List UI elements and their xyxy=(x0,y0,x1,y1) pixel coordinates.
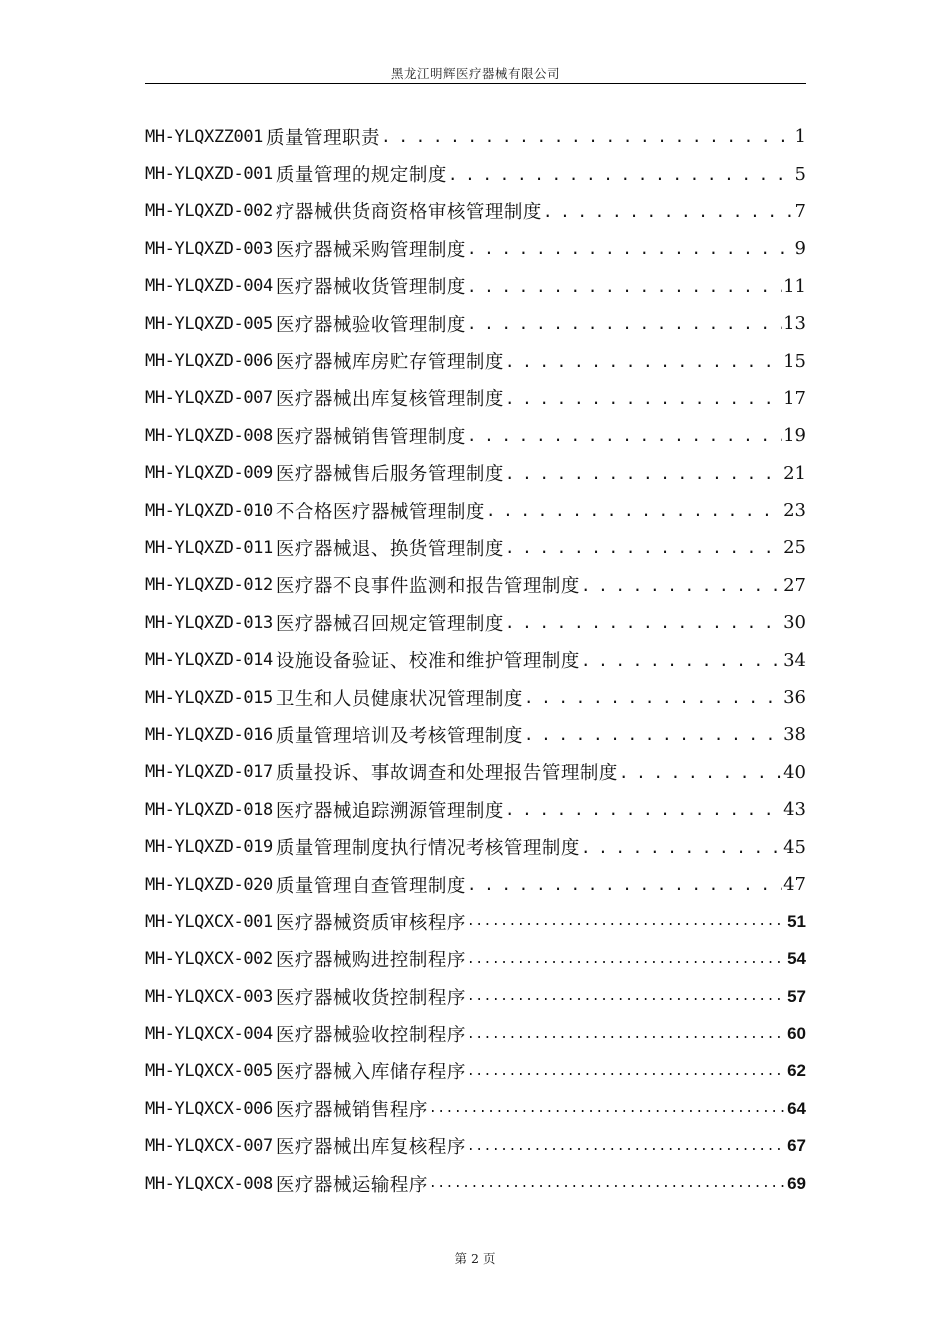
toc-entry-title: 医疗器械入库储存程序 xyxy=(275,1062,466,1084)
toc-dot-leader xyxy=(467,952,786,967)
toc-entry-title: 医疗器不良事件监测和报告管理制度 xyxy=(275,576,580,598)
toc-dot-leader xyxy=(619,763,782,782)
toc-entry[interactable] xyxy=(145,866,806,903)
toc-entry-page-number: 9 xyxy=(794,238,806,260)
page-header: 黑龙江明辉医疗器械有限公司 xyxy=(390,66,560,81)
toc-entry-code: MH-YLQXZD-006 xyxy=(145,351,273,372)
toc-entry-title: 医疗器械销售管理制度 xyxy=(275,426,466,448)
toc-entry-code: MH-YLQXZD-003 xyxy=(145,238,273,259)
toc-dot-leader xyxy=(467,914,786,929)
toc-entry[interactable] xyxy=(145,230,806,267)
toc-entry-title: 医疗器械验收管理制度 xyxy=(275,314,466,336)
toc-dot-leader xyxy=(505,352,782,371)
toc-entry-page-number: 67 xyxy=(787,1136,806,1156)
toc-dot-leader xyxy=(467,277,782,296)
toc-entry[interactable] xyxy=(145,342,806,379)
toc-dot-leader xyxy=(467,314,782,333)
toc-entry[interactable] xyxy=(145,529,806,566)
toc-entry-code: MH-YLQXZD-004 xyxy=(145,276,273,297)
toc-entry-code: MH-YLQXZD-016 xyxy=(145,724,273,745)
toc-entry[interactable] xyxy=(145,754,806,791)
toc-dot-leader xyxy=(524,688,782,707)
toc-entry[interactable] xyxy=(145,941,806,978)
toc-entry-title: 医疗器械收货管理制度 xyxy=(275,277,466,299)
toc-entry-title: 医疗器械库房贮存管理制度 xyxy=(275,352,504,374)
toc-entry[interactable] xyxy=(145,604,806,641)
toc-entry[interactable] xyxy=(145,641,806,678)
toc-entry[interactable] xyxy=(145,417,806,454)
toc-dot-leader xyxy=(467,1027,786,1042)
toc-entry-title: 质量管理自查管理制度 xyxy=(275,875,466,897)
toc-entry[interactable] xyxy=(145,679,806,716)
toc-entry-page-number: 43 xyxy=(783,799,806,821)
toc-dot-leader xyxy=(467,875,782,894)
toc-entry-code: MH-YLQXZD-008 xyxy=(145,425,273,446)
toc-entry-page-number: 36 xyxy=(783,687,806,709)
toc-entry-page-number: 62 xyxy=(787,1061,806,1081)
toc-entry-title: 不合格医疗器械管理制度 xyxy=(275,501,485,523)
toc-entry-page-number: 45 xyxy=(783,836,806,858)
toc-entry-code: MH-YLQXZD-005 xyxy=(145,313,273,334)
toc-dot-leader xyxy=(467,1139,786,1154)
toc-dot-leader xyxy=(505,613,782,632)
table-of-contents xyxy=(145,118,806,1202)
toc-entry-title: 医疗器械出库复核程序 xyxy=(275,1137,466,1159)
header-divider xyxy=(145,83,806,84)
toc-entry-code: MH-YLQXZD-001 xyxy=(145,164,273,185)
toc-entry[interactable] xyxy=(145,455,806,492)
toc-entry-title: 卫生和人员健康状况管理制度 xyxy=(275,688,523,710)
toc-dot-leader xyxy=(505,538,782,557)
toc-entry[interactable] xyxy=(145,567,806,604)
toc-entry-code: MH-YLQXZD-020 xyxy=(145,874,273,895)
toc-entry-title: 设施设备验证、校准和维护管理制度 xyxy=(275,651,580,673)
toc-entry-code: MH-YLQXZD-012 xyxy=(145,575,273,596)
toc-entry-page-number: 19 xyxy=(783,425,806,447)
toc-entry[interactable] xyxy=(145,268,806,305)
toc-entry-title: 质量管理培训及考核管理制度 xyxy=(275,725,523,747)
toc-dot-leader xyxy=(581,651,782,670)
toc-entry-page-number: 54 xyxy=(787,949,806,969)
toc-entry-title: 质量投诉、事故调查和处理报告管理制度 xyxy=(275,763,618,785)
toc-entry-page-number: 64 xyxy=(787,1098,806,1118)
toc-entry-code: MH-YLQXCX-001 xyxy=(145,911,273,932)
toc-entry[interactable] xyxy=(145,1165,806,1202)
toc-entry-title: 医疗器械购进控制程序 xyxy=(275,950,466,972)
toc-entry-title: 医疗器械售后服务管理制度 xyxy=(275,464,504,486)
toc-entry[interactable] xyxy=(145,155,806,192)
toc-entry-code: MH-YLQXCX-005 xyxy=(145,1061,273,1082)
toc-dot-leader xyxy=(381,127,794,146)
toc-entry[interactable] xyxy=(145,791,806,828)
toc-entry-code: MH-YLQXZD-018 xyxy=(145,799,273,820)
toc-entry-page-number: 40 xyxy=(783,761,806,783)
toc-dot-leader xyxy=(581,838,782,857)
toc-entry-code: MH-YLQXCX-006 xyxy=(145,1098,273,1119)
toc-entry[interactable] xyxy=(145,1015,806,1052)
toc-entry-page-number: 13 xyxy=(783,313,806,335)
toc-entry[interactable] xyxy=(145,1053,806,1090)
page-footer: 第 2 页 xyxy=(454,1251,496,1266)
toc-entry[interactable] xyxy=(145,903,806,940)
toc-entry-page-number: 1 xyxy=(794,126,806,148)
toc-entry[interactable] xyxy=(145,193,806,230)
toc-dot-leader xyxy=(543,202,794,221)
toc-entry-code: MH-YLQXCX-004 xyxy=(145,1024,273,1045)
toc-entry-title: 质量管理的规定制度 xyxy=(275,165,447,187)
toc-entry-page-number: 5 xyxy=(794,163,806,185)
toc-entry[interactable] xyxy=(145,118,806,155)
toc-entry-page-number: 34 xyxy=(783,649,806,671)
toc-entry-code: MH-YLQXZD-009 xyxy=(145,463,273,484)
toc-entry-title: 质量管理制度执行情况考核管理制度 xyxy=(275,838,580,860)
toc-entry-title: 医疗器械追踪溯源管理制度 xyxy=(275,800,504,822)
toc-entry-code: MH-YLQXZD-014 xyxy=(145,650,273,671)
toc-entry-code: MH-YLQXZD-017 xyxy=(145,762,273,783)
toc-dot-leader xyxy=(581,576,782,595)
toc-entry-title: 医疗器械退、换货管理制度 xyxy=(275,538,504,560)
toc-entry-page-number: 60 xyxy=(787,1024,806,1044)
toc-entry-code: MH-YLQXZD-007 xyxy=(145,388,273,409)
toc-entry-page-number: 57 xyxy=(787,986,806,1006)
toc-entry-page-number: 17 xyxy=(783,387,806,409)
toc-entry-title: 医疗器械验收控制程序 xyxy=(275,1025,466,1047)
toc-entry-code: MH-YLQXZD-019 xyxy=(145,837,273,858)
toc-entry-code: MH-YLQXZD-013 xyxy=(145,612,273,633)
toc-entry-title: 医疗器械召回规定管理制度 xyxy=(275,613,504,635)
toc-entry-page-number: 15 xyxy=(783,350,806,372)
toc-entry-page-number: 30 xyxy=(783,612,806,634)
toc-entry-page-number: 11 xyxy=(783,275,806,297)
toc-entry[interactable] xyxy=(145,978,806,1015)
toc-entry-title: 医疗器械运输程序 xyxy=(275,1174,428,1196)
toc-dot-leader xyxy=(429,1176,786,1191)
toc-entry-page-number: 23 xyxy=(783,500,806,522)
toc-entry[interactable] xyxy=(145,1090,806,1127)
toc-entry-page-number: 25 xyxy=(783,537,806,559)
toc-entry-page-number: 51 xyxy=(787,911,806,931)
toc-entry-code: MH-YLQXZD-010 xyxy=(145,500,273,521)
toc-dot-leader xyxy=(524,725,782,744)
toc-entry-code: MH-YLQXCX-007 xyxy=(145,1136,273,1157)
toc-entry-title: 医疗器械销售程序 xyxy=(275,1099,428,1121)
toc-dot-leader xyxy=(486,501,782,520)
toc-dot-leader xyxy=(505,800,782,819)
toc-entry-title: 疗器械供货商资格审核管理制度 xyxy=(275,202,542,224)
toc-entry-code: MH-YLQXCX-003 xyxy=(145,986,273,1007)
toc-dot-leader xyxy=(467,239,794,258)
toc-dot-leader xyxy=(429,1101,786,1116)
toc-entry[interactable] xyxy=(145,380,806,417)
toc-entry-code: MH-YLQXZD-002 xyxy=(145,201,273,222)
toc-entry[interactable] xyxy=(145,828,806,865)
toc-entry-page-number: 69 xyxy=(787,1173,806,1193)
toc-dot-leader xyxy=(448,165,794,184)
toc-entry-title: 医疗器械采购管理制度 xyxy=(275,239,466,261)
toc-entry-page-number: 38 xyxy=(783,724,806,746)
toc-entry-code: MH-YLQXCX-002 xyxy=(145,949,273,970)
toc-entry-page-number: 47 xyxy=(783,874,806,895)
toc-entry[interactable] xyxy=(145,305,806,342)
toc-entry-page-number: 7 xyxy=(794,200,806,222)
toc-entry-code: MH-YLQXCX-008 xyxy=(145,1173,273,1194)
toc-entry[interactable] xyxy=(145,492,806,529)
toc-entry-title: 医疗器械收货控制程序 xyxy=(275,987,466,1009)
toc-entry-title: 质量管理职责 xyxy=(266,127,381,149)
toc-entry-code: MH-YLQXZD-015 xyxy=(145,687,273,708)
toc-entry-code: MH-YLQXZD-011 xyxy=(145,537,273,558)
toc-dot-leader xyxy=(467,989,786,1004)
toc-entry-title: 医疗器械出库复核管理制度 xyxy=(275,389,504,411)
toc-entry-title: 医疗器械资质审核程序 xyxy=(275,912,466,934)
toc-entry-code: MH-YLQXZZ001 xyxy=(145,126,264,147)
toc-entry-page-number: 27 xyxy=(783,574,806,596)
toc-dot-leader xyxy=(467,1064,786,1079)
toc-dot-leader xyxy=(467,426,782,445)
toc-entry[interactable] xyxy=(145,716,806,753)
toc-dot-leader xyxy=(505,464,782,483)
toc-entry-page-number: 21 xyxy=(783,462,806,484)
toc-dot-leader xyxy=(505,389,782,408)
toc-entry[interactable] xyxy=(145,1128,806,1165)
